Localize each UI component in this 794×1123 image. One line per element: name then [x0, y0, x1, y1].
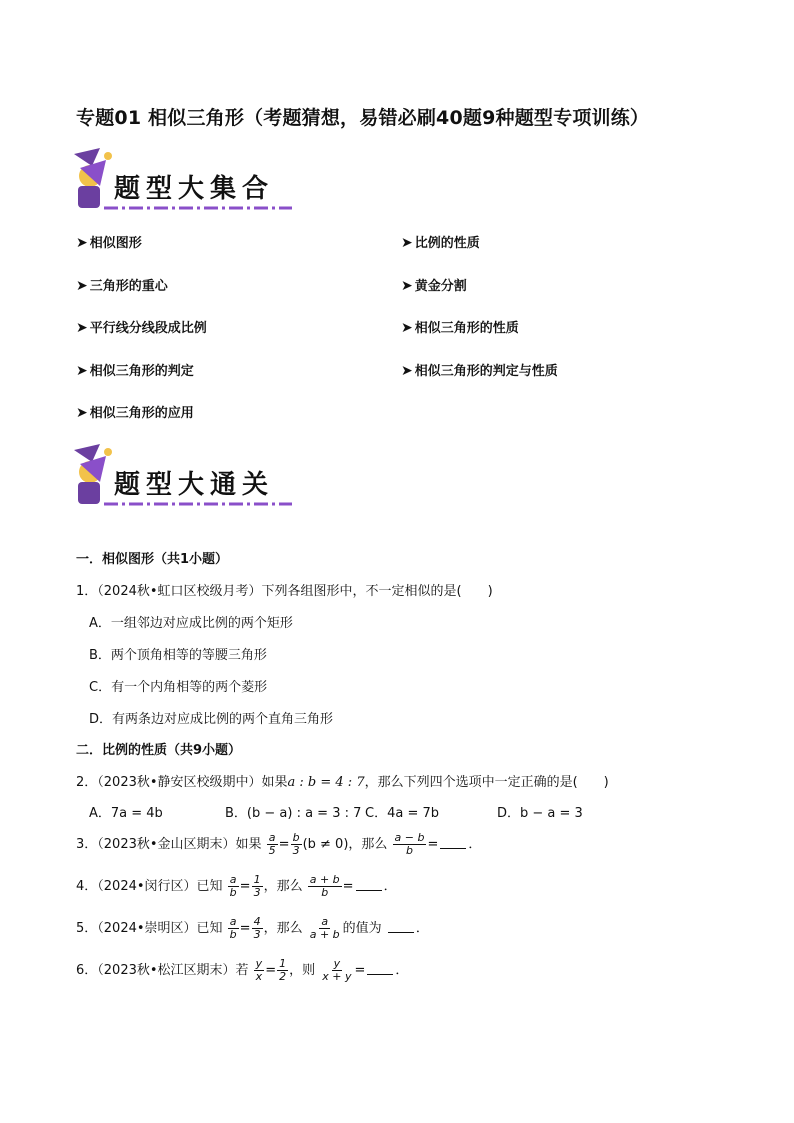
arrow-icon: ➤	[401, 277, 413, 294]
fraction: $\frac{a}{5}$	[268, 831, 276, 857]
fraction: $\frac{1}{3}$	[253, 873, 261, 899]
answer-blank	[367, 974, 393, 975]
topic-item: ➤ 三角形的重心	[76, 277, 168, 294]
arrow-icon: ➤	[401, 235, 413, 251]
topic-item: ➤ 相似图形	[76, 235, 142, 251]
answer-blank	[440, 848, 466, 849]
topic-item: ➤ 比例的性质	[401, 235, 480, 251]
arrow-icon: ➤	[401, 362, 413, 379]
topic-item: ➤ 相似三角形的应用	[76, 405, 194, 421]
fraction: $\frac{1}{2}$	[279, 957, 287, 983]
topic-item: ➤ 相似三角形的性质	[401, 320, 519, 336]
arrow-icon: ➤	[401, 320, 413, 336]
question-1-option: B．两个顶角相等的等腰三角形	[89, 648, 267, 663]
answer-blank	[356, 890, 382, 891]
question-1-option: A．一组邻边对应成比例的两个矩形	[89, 616, 293, 631]
question-2-option: C．4a = 7b	[365, 806, 439, 821]
fraction: $\frac{a + b}{b}$	[309, 873, 340, 899]
question-2-option: D．b − a = 3	[497, 806, 583, 821]
fraction: $\frac{a}{b}$	[229, 915, 237, 941]
topic-item: ➤ 黄金分割	[401, 277, 467, 294]
question-1-option: C．有一个内角相等的两个菱形	[89, 680, 268, 695]
fraction: $\frac{y}{x + y}$	[322, 957, 352, 983]
question-1-option: D．有两条边对应成比例的两个直角三角形	[89, 712, 334, 727]
question-6: 6．（2023秋•松江区期末）若 $\frac{y}{x}$ = $\frac{1}{2}$ ，则 $\frac{y}{x + y}$ = ．	[76, 957, 409, 983]
topic-list	[76, 232, 736, 445]
question-2-option: A．7a = 4b	[89, 806, 163, 821]
question-4: 4．（2024•闵行区）已知 $\frac{a}{b}$ = $\frac{1}{3}$ ，那么 $\frac{a + b}{b}$ = ．	[76, 873, 397, 899]
fraction: $\frac{a - b}{b}$	[394, 831, 425, 857]
question-2-stem: 2．（2023秋•静安区校级期中）如果a : b = 4 : 7，那么下列四个选项中一定正确的是( )	[76, 775, 609, 790]
section-heading: 一．相似图形（共1小题）	[76, 552, 229, 567]
section-heading: 二．比例的性质（共9小题）	[76, 743, 242, 758]
fraction: $\frac{b}{3}$	[292, 831, 300, 857]
arrow-icon: ➤	[76, 320, 88, 336]
page-title: 专题01 相似三角形（考题猜想，易错必刷40题9种题型专项训练）	[76, 107, 650, 129]
banner-collection	[70, 146, 300, 218]
topic-item: ➤ 平行线分线段成比例	[76, 320, 207, 336]
fraction: $\frac{a}{a + b}$	[309, 915, 340, 941]
question-3: 3．（2023秋•金山区期末）如果 $\frac{a}{5}$ = $\frac{b}{3}$ (b ≠ 0)，那么 $\frac{a - b}{b}$ = ．	[76, 831, 482, 857]
question-5: 5．（2024•崇明区）已知 $\frac{a}{b}$ = $\frac{4}{3}$ ，那么 $\frac{a}{a + b}$ 的值为 ．	[76, 915, 429, 941]
fraction: $\frac{a}{b}$	[229, 873, 237, 899]
question-1-stem: 1．（2024秋•虹口区校级月考）下列各组图形中，不一定相似的是( )	[76, 584, 493, 599]
topic-item: ➤ 相似三角形的判定	[76, 362, 194, 379]
arrow-icon: ➤	[76, 362, 88, 379]
banner-practice	[70, 442, 300, 514]
fraction: $\frac{4}{3}$	[253, 915, 261, 941]
arrow-icon: ➤	[76, 405, 88, 421]
banner-collection-label: 题型大集合	[114, 174, 275, 204]
topic-item: ➤ 相似三角形的判定与性质	[401, 362, 558, 379]
fraction: $\frac{y}{x}$	[255, 957, 263, 983]
arrow-icon: ➤	[76, 235, 88, 251]
banner-practice-label: 题型大通关	[114, 470, 275, 500]
answer-blank	[388, 932, 414, 933]
question-2-option: B．(b − a) : a = 3 : 7	[225, 806, 362, 821]
arrow-icon: ➤	[76, 277, 88, 294]
